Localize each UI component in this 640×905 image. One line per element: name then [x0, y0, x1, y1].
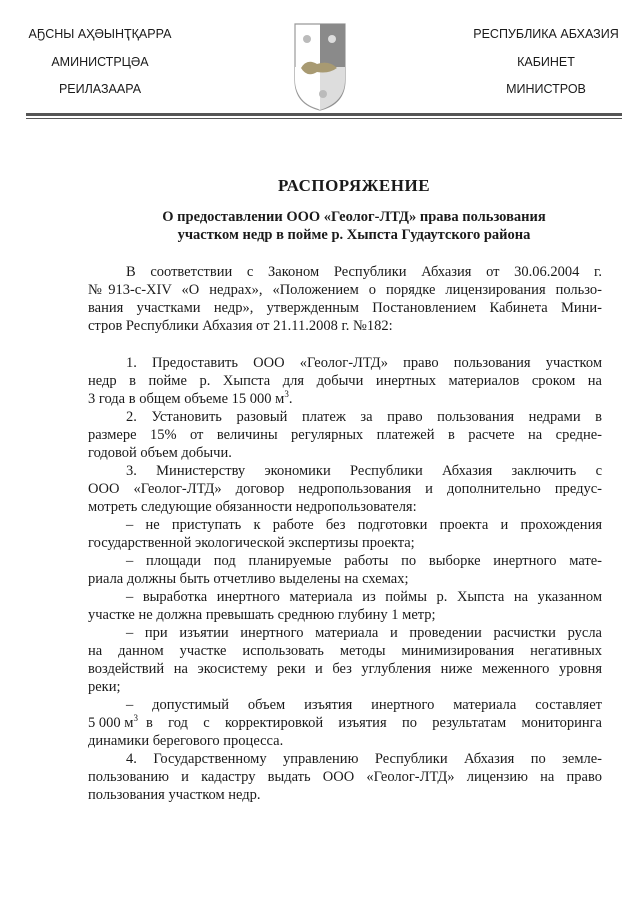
item-1 [88, 354, 602, 408]
text-line: вания участками недр», утвержденным Постановлением Кабинета Мини- [88, 300, 602, 316]
document-body [88, 263, 602, 804]
superscript: 3 [133, 713, 138, 724]
text-line: – площади под планируемые работы по выборке инертного мате- [126, 553, 602, 569]
superscript: 3 [284, 389, 289, 400]
text-span [88, 714, 138, 732]
text-line: воздействий на экосистему реки и без углубления ниже меженного уровня [88, 661, 602, 677]
header-rule-thin [26, 118, 622, 119]
header-right-line-1: РЕСПУБЛИКА АБХАЗИЯ [473, 27, 619, 41]
text-line: участке не должна превышать среднюю глубину 1 метр; [88, 607, 436, 623]
text-line: годовой объем добычи. [88, 445, 232, 461]
text-line: пользования участком недр. [88, 787, 261, 803]
text-line: 2. Установить разовый платеж за право пользования недрами в [126, 409, 602, 425]
text-line: ООО «Геолог-ЛТД» договор недропользования и дополнительно предус- [88, 481, 602, 497]
header-rule [26, 113, 622, 116]
subtitle-line-1: О предоставлении ООО «Геолог-ЛТД» права пользования [162, 209, 546, 225]
text-line: – допустимый объем изъятия инертного материала составляет [126, 697, 602, 713]
text-line: 3. Министерству экономики Республики Абхазия заключить с [126, 463, 602, 479]
header-right-line-3: МИНИСТРОВ [506, 82, 586, 96]
text-line: В соответствии с Законом Республики Абхазия от 30.06.2004 г. [126, 264, 602, 280]
text-line: риала должны быть отчетливо выделены на схемах; [88, 571, 409, 587]
obligation-3 [88, 588, 602, 624]
text-line: недр в пойме р. Хыпста для добычи инертных материалов сроком на [88, 373, 602, 389]
text-line [88, 390, 602, 408]
text-line: стров Республики Абхазия от 21.11.2008 г. №182: [88, 318, 393, 334]
text-line: пользованию и кадастру выдать ООО «Геолог-ЛТД» лицензию на право [88, 769, 602, 785]
header-left-line-2: АМИНИСТРЦӘА [51, 55, 149, 69]
text-span: в год с корректировкой изъятия по результатам мониторинга [145, 715, 602, 731]
text-span: 5 000 м [88, 715, 134, 731]
obligation-1 [88, 516, 602, 552]
header-left-line-3: РЕИЛАЗААРА [58, 82, 142, 96]
document-title: РАСПОРЯЖЕНИЕ [277, 176, 431, 195]
text-line: – при изъятии инертного материала и проведении расчистки русла [126, 625, 602, 641]
obligation-4 [88, 624, 602, 696]
text-line: 4. Государственному управлению Республики Абхазия по земле- [126, 751, 602, 767]
text-line [88, 714, 602, 732]
coat-of-arms-icon [293, 22, 347, 112]
text-line: размере 15% от величины регулярных платежей в расчете на средне- [88, 427, 602, 443]
text-line: реки; [88, 679, 121, 695]
item-3 [88, 462, 602, 516]
text-line: №913-с-XIV «О недрах», «Положением о порядке лицензирования пользо- [88, 282, 602, 298]
header-left-line-1: АҔСНЫ АҲӘЫНҬҚАРРА [28, 27, 172, 41]
text-line: на данном участке использовать методы минимизирования негативных [88, 643, 602, 659]
text-line: 1. Предоставить ООО «Геолог-ЛТД» право пользования участком [126, 355, 602, 371]
text-line: – не приступать к работе без подготовки проекта и прохождения [126, 517, 602, 533]
item-2 [88, 408, 602, 462]
item-4 [88, 750, 602, 804]
header-right-line-2: КАБИНЕТ [517, 55, 575, 69]
text-line: государственной экологической экспертизы проекта; [88, 535, 415, 551]
subtitle-line-2: участком недр в пойме р. Хыпста Гудаутского района [177, 227, 531, 243]
obligation-2 [88, 552, 602, 588]
preamble [88, 263, 602, 335]
text-line: мотреть следующие обязанности недропользователя: [88, 499, 417, 515]
text-span: 3 года в общем объеме 15 000 м [88, 391, 285, 407]
text-line: динамики берегового процесса. [88, 733, 284, 749]
text-span: . [288, 391, 293, 407]
obligation-5 [88, 696, 602, 750]
text-line: – выработка инертного материала из поймы р. Хыпста на указанном [126, 589, 602, 605]
